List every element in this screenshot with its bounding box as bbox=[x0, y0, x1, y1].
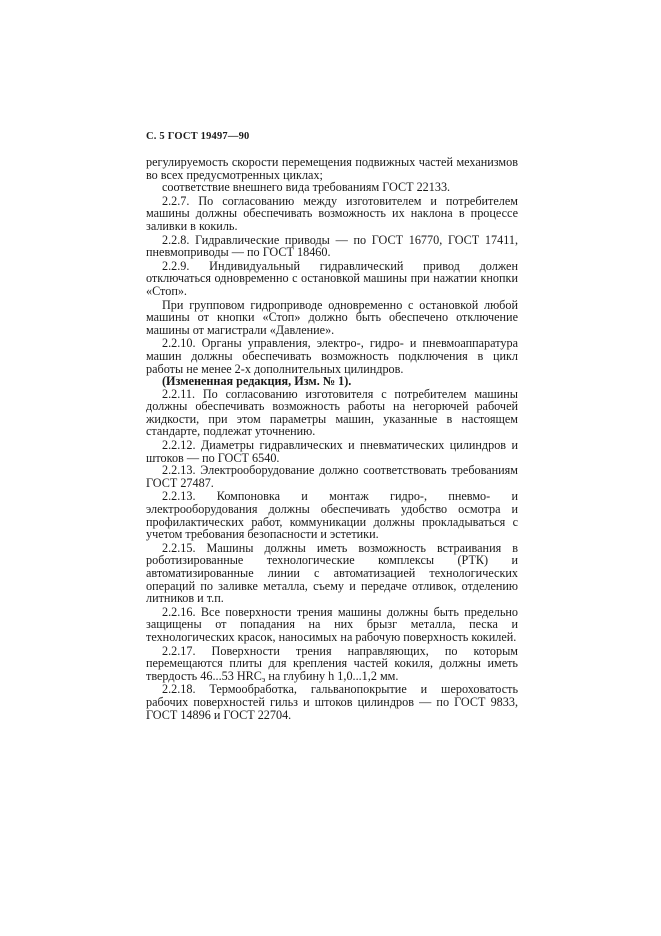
paragraph: регулируемость скорости перемещения подвижных частей механизмов во всех предусмотренных циклах; bbox=[146, 155, 518, 182]
paragraph-2-2-11: 2.2.11. По согласованию изготовителя с потребителем машины должны обеспечивать возможность работы на негорючей рабочей жидкости, при этом параметры машин, указанные в настоящем стандарте, подлежат уточнению. bbox=[146, 386, 518, 439]
page-header: С. 5 ГОСТ 19497—90 bbox=[146, 131, 250, 142]
paragraph-2-2-13-b: 2.2.13. Компоновка и монтаж гидро-, пневмо- и электрооборудования должны обеспечивать удобство осмотра и профилактических работ, коммуникации должны прокладываться с учетом требования безопасности и эстетики. bbox=[146, 489, 518, 542]
paragraph-2-2-18: 2.2.18. Термообработка, гальванопокрытие и шероховатость рабочих поверхностей гильз и штоков цилиндров — по ГОСТ 9833, ГОСТ 14896 и ГОСТ 22704. bbox=[146, 682, 518, 722]
paragraph-2-2-7: 2.2.7. По согласованию между изготовителем и потребителем машины должны обеспечивать возможность их наклона в процессе заливки в кокиль. bbox=[146, 193, 518, 233]
text-span: 2.2.17. Поверхности трения направляющих, по которым перемещаются плиты для крепления частей кокиля, должны иметь твердость 46...53 HRC bbox=[146, 643, 518, 683]
text-span: на глубину h 1,0...1,2 мм. bbox=[265, 668, 399, 683]
paragraph-2-2-13: 2.2.13. Электрооборудование должно соответствовать требованиям ГОСТ 27487. bbox=[146, 463, 518, 490]
paragraph: соответствие внешнего вида требованиям ГОСТ 22133. bbox=[162, 180, 451, 195]
paragraph-2-2-15: 2.2.15. Машины должны иметь возможность встраивания в роботизированные технологические комплексы (РТК) и автоматизированные линии с автоматизацией технологических операций по заливке металла, съему и передаче отливок, отделению литников и т.п. bbox=[146, 540, 518, 606]
paragraph-2-2-9: 2.2.9. Индивидуальный гидравлический привод должен отключаться одновременно с остановкой машины при нажатии кнопки «Стоп». bbox=[146, 258, 518, 298]
paragraph-2-2-12: 2.2.12. Диаметры гидравлических и пневматических цилиндров и штоков — по ГОСТ 6540. bbox=[146, 438, 518, 465]
paragraph-2-2-10: 2.2.10. Органы управления, электро-, гидро- и пневмоаппаратура машин должны обеспечивать возможность подключения в цикл работы не менее 2-х дополнительных цилиндров. bbox=[146, 336, 518, 376]
paragraph: При групповом гидроприводе одновременно с остановкой любой машины от кнопки «Стоп» должно быть обеспечено отключение машины от магистрали «Давление». bbox=[146, 297, 518, 337]
paragraph-2-2-8: 2.2.8. Гидравлические приводы — по ГОСТ 16770, ГОСТ 17411, пневмоприводы — по ГОСТ 18460. bbox=[146, 232, 518, 260]
amendment-note: (Измененная редакция, Изм. № 1). bbox=[162, 374, 352, 389]
paragraph-2-2-16: 2.2.16. Все поверхности трения машины должны быть предельно защищены от попадания на них брызг металла, песка и технологических красок, наносимых на рабочую поверхность кокилей. bbox=[146, 604, 518, 644]
paragraph-2-2-17 bbox=[146, 645, 518, 683]
subscript: э bbox=[261, 674, 266, 684]
document-body bbox=[146, 156, 518, 721]
